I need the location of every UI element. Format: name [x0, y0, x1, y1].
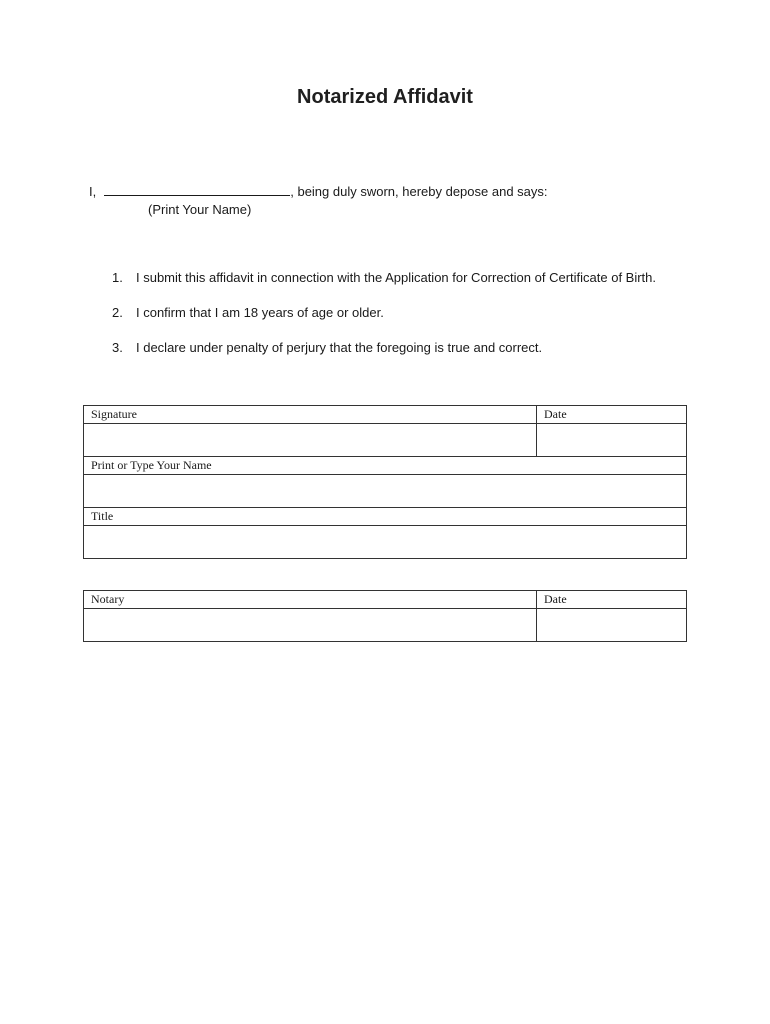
title-field[interactable] — [84, 526, 687, 559]
print-name-label: Print or Type Your Name — [84, 457, 687, 475]
statement-text: I submit this affidavit in connection with the Application for Correction of Certificate of Birth. — [136, 270, 657, 285]
title-label: Title — [84, 508, 687, 526]
statement-item — [112, 270, 656, 305]
signature-date-field[interactable] — [537, 424, 687, 457]
intro-prefix: I, — [89, 184, 97, 199]
name-hint: (Print Your Name) — [148, 202, 252, 217]
statement-text: I declare under penalty of perjury that the foregoing is true and correct. — [136, 340, 543, 355]
statement-item — [112, 305, 656, 340]
notary-date-field[interactable] — [537, 609, 687, 642]
print-name-field[interactable] — [84, 475, 687, 508]
statement-number: 1. — [112, 270, 123, 285]
notary-field[interactable] — [84, 609, 537, 642]
name-blank-line[interactable] — [104, 183, 290, 196]
signature-table — [83, 405, 687, 559]
intro-suffix: , being duly sworn, hereby depose and says: — [290, 184, 548, 199]
intro-line — [89, 183, 548, 199]
signature-label: Signature — [84, 406, 537, 424]
notary-table — [83, 590, 687, 642]
statement-text: I confirm that I am 18 years of age or older. — [136, 305, 384, 320]
signature-field[interactable] — [84, 424, 537, 457]
statement-item — [112, 340, 656, 375]
signature-date-label: Date — [537, 406, 687, 424]
notary-label: Notary — [84, 591, 537, 609]
statement-number: 2. — [112, 305, 123, 320]
notary-date-label: Date — [537, 591, 687, 609]
document-title: Notarized Affidavit — [297, 86, 473, 108]
statement-list — [112, 270, 656, 375]
statement-number: 3. — [112, 340, 123, 355]
